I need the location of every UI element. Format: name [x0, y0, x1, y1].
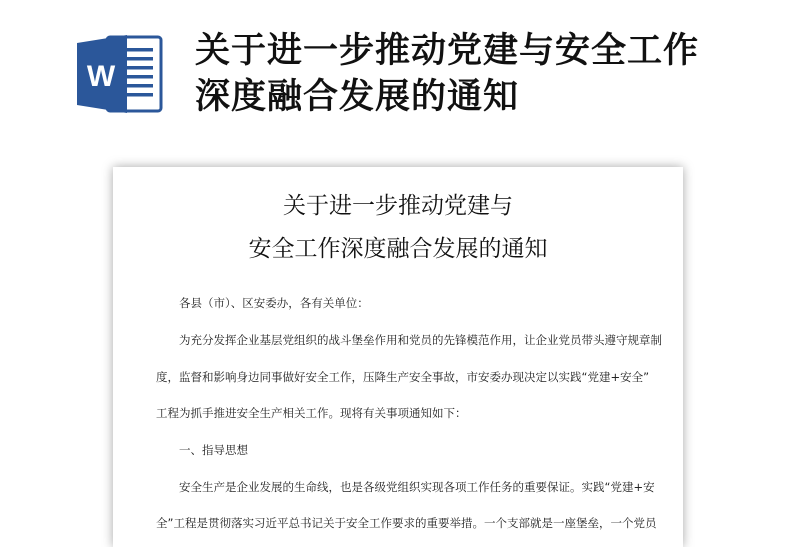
section-heading: 一、指导思想 [179, 443, 248, 457]
header-banner [0, 0, 800, 150]
body-line: 安全生产是企业发展的生命线，也是各级党组织实现各项工作任务的重要保证。实践“党建+安 [179, 480, 655, 494]
body-line: 全”工程是贯彻落实习近平总书记关于安全工作要求的重要举措。一个支部就是一座堡垒，一个党员 [156, 516, 657, 530]
page-title [195, 28, 785, 120]
body-line: 为充分发挥企业基层党组织的战斗堡垒作用和党员的先锋模范作用，让企业党员带头遵守规章制 [179, 333, 662, 347]
body-line: 工程为抓手推进安全生产相关工作。现将有关事项通知如下： [156, 406, 467, 420]
salutation: 各县（市）、区安委办，各有关单位： [179, 296, 369, 310]
document-title-line-2: 安全工作深度融合发展的通知 [248, 236, 548, 262]
page-title-line-1: 关于进一步推动党建与安全工作 [195, 31, 700, 71]
body-line: 度，监督和影响身边同事做好安全工作，压降生产安全事故，市安委办现决定以实践“党建+安全” [156, 370, 650, 384]
word-document-icon [77, 33, 163, 115]
document-page [113, 167, 683, 547]
word-icon-letter: W [86, 60, 116, 93]
document-title-line-1: 关于进一步推动党建与 [283, 193, 513, 219]
page-title-line-2: 深度融合发展的通知 [195, 77, 520, 117]
